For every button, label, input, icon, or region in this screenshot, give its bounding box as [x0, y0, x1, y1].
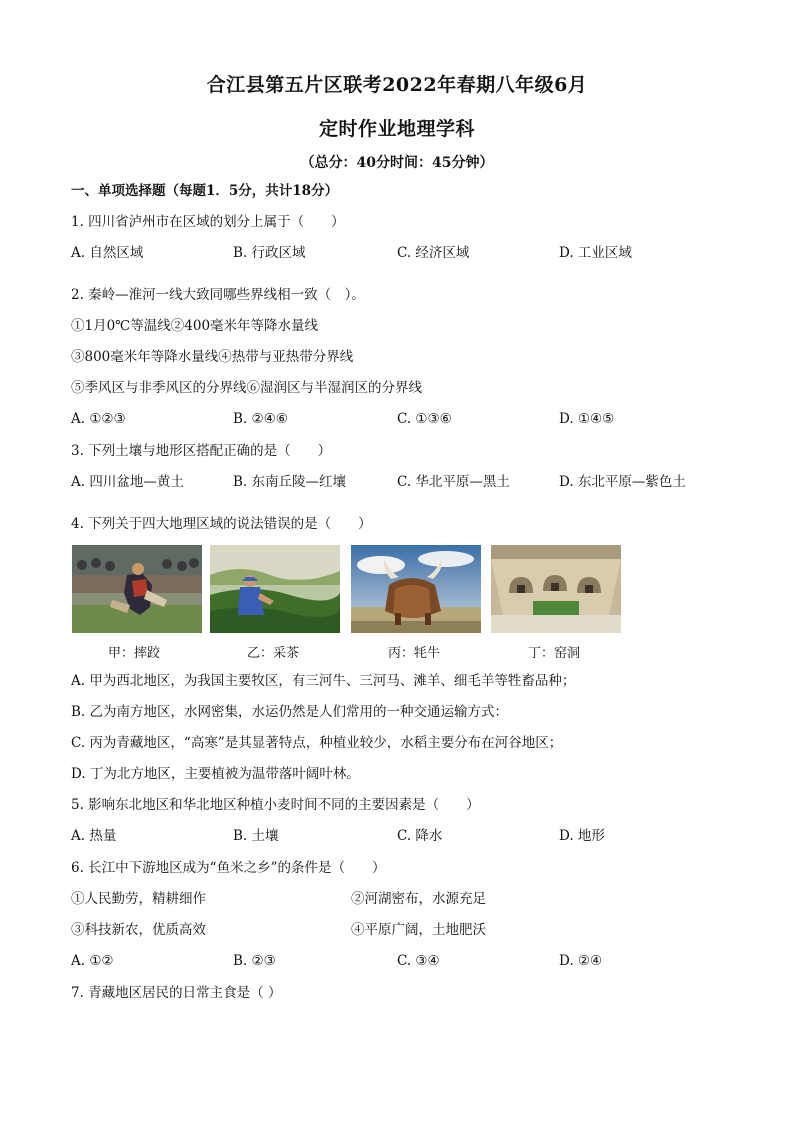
question-5-stem: 5. 影响东北地区和华北地区种植小麦时间不同的主要因素是（ ）	[71, 797, 480, 813]
question-7-stem: 7. 青藏地区居民的日常主食是（ ）	[71, 985, 282, 1001]
question-4-option-c[interactable]: C. 丙为青藏地区，“高寒”是其显著特点，种植业较少，水稻主要分布在河谷地区；	[71, 735, 563, 751]
question-5-option-d[interactable]: D. 地形	[559, 828, 605, 844]
question-1-option-a[interactable]: A. 自然区域	[71, 245, 144, 261]
score-time-note: （总分：40分时间：45分钟）	[300, 155, 494, 171]
question-2-option-a[interactable]: A. ①②③	[71, 411, 126, 427]
question-2-option-d[interactable]: D. ①④⑤	[559, 411, 615, 427]
section-heading: 一、单项选择题（每题1．5分，共计18分）	[71, 183, 339, 199]
yak-photo	[351, 545, 481, 633]
question-3-option-d[interactable]: D. 东北平原—紫色土	[559, 474, 686, 490]
question-6-option-d[interactable]: D. ②④	[559, 953, 603, 969]
image-caption-2: 乙：采茶	[247, 646, 300, 661]
question-4-stem: 4. 下列关于四大地理区域的说法错误的是（ ）	[71, 516, 372, 532]
wrestling-photo	[72, 545, 202, 633]
exam-title-line1: 合江县第五片区联考2022年春期八年级6月	[206, 74, 588, 96]
exam-title-line2: 定时作业地理学科	[318, 118, 475, 140]
question-2-option-c[interactable]: C. ①③⑥	[397, 411, 452, 427]
image-caption-1: 甲：摔跤	[108, 646, 161, 661]
question-6-option-c[interactable]: C. ③④	[397, 953, 440, 969]
question-4-option-b[interactable]: B. 乙为南方地区，水网密集，水运仍然是人们常用的一种交通运输方式：	[71, 704, 509, 720]
question-6-option-b[interactable]: B. ②③	[233, 953, 276, 969]
question-3-stem: 3. 下列土壤与地形区搭配正确的是（ ）	[71, 443, 332, 459]
question-5-option-b[interactable]: B. 土壤	[233, 828, 279, 844]
image-caption-3: 丙：牦牛	[388, 646, 441, 661]
question-3-option-b[interactable]: B. 东南丘陵—红壤	[233, 474, 347, 490]
question-2-line-1: ①1月0℃等温线②400毫米年等降水量线	[71, 318, 319, 334]
image-caption-4: 丁：窑洞	[528, 646, 581, 661]
question-3-option-a[interactable]: A. 四川盆地—黄土	[71, 474, 184, 490]
question-5-option-c[interactable]: C. 降水	[397, 828, 443, 844]
question-6-statement-1: ①人民勤劳，精耕细作	[71, 891, 206, 907]
question-2-option-b[interactable]: B. ②④⑥	[233, 411, 288, 427]
question-1-option-b[interactable]: B. 行政区域	[233, 245, 306, 261]
question-5-option-a[interactable]: A. 热量	[71, 828, 117, 844]
question-3-option-c[interactable]: C. 华北平原—黑土	[397, 474, 510, 490]
question-4-option-d[interactable]: D. 丁为北方地区，主要植被为温带落叶阔叶林。	[71, 766, 360, 782]
question-1-option-c[interactable]: C. 经济区域	[397, 245, 470, 261]
question-6-statement-4: ④平原广阔，土地肥沃	[351, 922, 486, 938]
question-2-line-2: ③800毫米年等降水量线④热带与亚热带分界线	[71, 349, 354, 365]
question-2-stem: 2. 秦岭—淮河一线大致同哪些界线相一致（ ）。	[71, 287, 365, 303]
question-1-stem: 1. 四川省泸州市在区域的划分上属于（ ）	[71, 214, 345, 230]
cave-dwelling-photo	[491, 545, 621, 633]
question-1-option-d[interactable]: D. 工业区域	[559, 245, 632, 261]
question-6-stem: 6. 长江中下游地区成为“鱼米之乡”的条件是（ ）	[71, 860, 386, 876]
question-6-statement-2: ②河湖密布，水源充足	[351, 891, 486, 907]
question-4-option-a[interactable]: A. 甲为西北地区，为我国主要牧区，有三河牛、三河马、滩羊、细毛羊等牲畜品种；	[71, 673, 576, 689]
question-6-option-a[interactable]: A. ①②	[71, 953, 114, 969]
tea-picking-photo	[210, 545, 340, 633]
question-6-statement-3: ③科技新农，优质高效	[71, 922, 206, 938]
question-2-line-3: ⑤季风区与非季风区的分界线⑥湿润区与半湿润区的分界线	[71, 380, 422, 396]
